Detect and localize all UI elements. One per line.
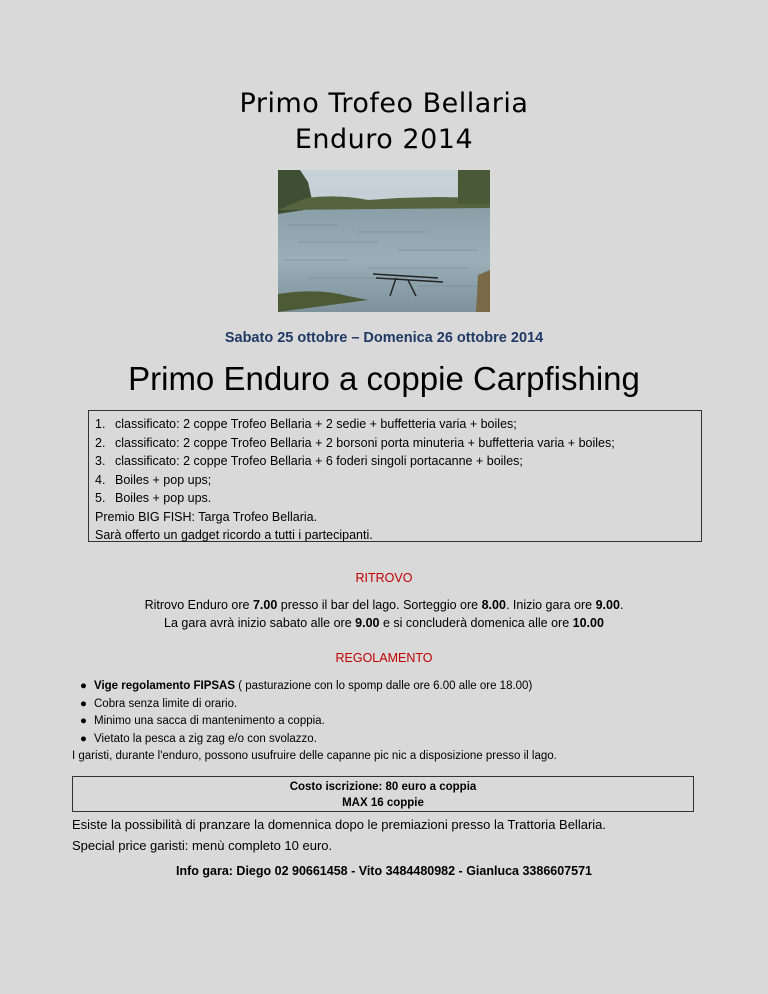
prize-text: classificato: 2 coppe Trofeo Bellaria + 2 borsoni porta minuteria + buffetteria varia + boiles; [115,435,615,450]
title-line-2: Enduro 2014 [294,124,474,155]
lunch-info [72,814,752,856]
event-dates: Sabato 25 ottobre – Domenica 26 ottobre 2014 [224,330,544,346]
rule-text: Vietato la pesca a zig zag e/o con svolazzo. [94,732,317,745]
prize-item-2 [95,434,695,453]
gadget-note: Sarà offerto un gadget ricordo a tutti i partecipanti. [95,528,373,542]
rule-item [72,678,732,696]
prize-text: Boiles + pop ups. [115,491,212,505]
time: 9.00 [595,598,620,612]
contact-info: Info gara: Diego 02 90661458 - Vito 3484480982 - Gianluca 3386607571 [176,864,592,878]
prize-number: 5. [95,491,106,505]
bullet-icon: ● [80,732,87,745]
lake-photo [278,170,490,312]
prizes-box [88,410,702,542]
text: La gara avrà inizio sabato alle ore [164,616,356,630]
prize-number: 2. [95,435,106,450]
prize-item-4 [95,471,695,490]
time: 10.00 [572,616,604,630]
prize-item-5 [95,489,695,508]
ritrovo-heading: RITROVO [355,571,413,585]
prize-number: 3. [95,454,106,468]
rule-bold: Vige regolamento FIPSAS [94,680,236,692]
rule-text: Cobra senza limite di orario. [94,697,238,710]
lunch-line-1: Esiste la possibilità di pranzare la domennica dopo le premiazioni presso la Trattoria Bellaria. [72,817,606,832]
cost-line-2: MAX 16 coppie [342,797,424,809]
bullet-icon: ● [80,680,87,692]
cost-line-1: Costo iscrizione: 80 euro a coppia [289,781,477,793]
rule-text: ( pasturazione con lo spomp dalle ore 6.00 alle ore 18.00) [235,680,533,692]
bigfish-prize: Premio BIG FISH: Targa Trofeo Bellaria. [95,509,318,524]
rules-list [72,678,732,766]
prize-text: Boiles + pop ups; [115,472,212,487]
text: presso il bar del lago. Sorteggio ore [277,598,482,612]
rule-item [72,713,732,731]
prize-item-3 [95,452,695,471]
prize-item-1 [95,415,695,434]
prize-number: 4. [95,472,106,487]
prize-text: classificato: 2 coppe Trofeo Bellaria + 6 foderi singoli portacanne + boiles; [115,454,523,468]
rule-text: Minimo una sacca di mantenimento a coppia. [94,715,325,727]
prize-text: classificato: 2 coppe Trofeo Bellaria + 2 sedie + buffetteria varia + boiles; [115,417,517,431]
bullet-icon: ● [80,715,87,727]
text: Ritrovo Enduro ore [144,598,253,612]
text: . Inizio gara ore [505,598,596,612]
prize-number: 1. [95,417,106,431]
ritrovo-line-1 [0,596,768,614]
bullet-icon: ● [80,697,87,710]
cost-box [72,776,694,812]
text: e si concluderà domenica alle ore [379,616,573,630]
regolamento-heading: REGOLAMENTO [335,651,433,665]
time: 8.00 [481,598,506,612]
ritrovo-line-2 [0,614,768,632]
text: . [619,598,624,612]
time: 9.00 [355,616,380,630]
title-line-1: Primo Trofeo Bellaria [239,88,529,119]
rule-item [72,731,732,749]
lunch-line-2: Special price garisti: menù completo 10 euro. [72,838,333,853]
event-headline: Primo Enduro a coppie Carpfishing [128,360,640,397]
rule-item [72,696,732,714]
time: 7.00 [252,598,278,612]
rules-note: I garisti, durante l'enduro, possono usufruire delle capanne pic nic a disposizione presso il lago. [72,750,557,762]
